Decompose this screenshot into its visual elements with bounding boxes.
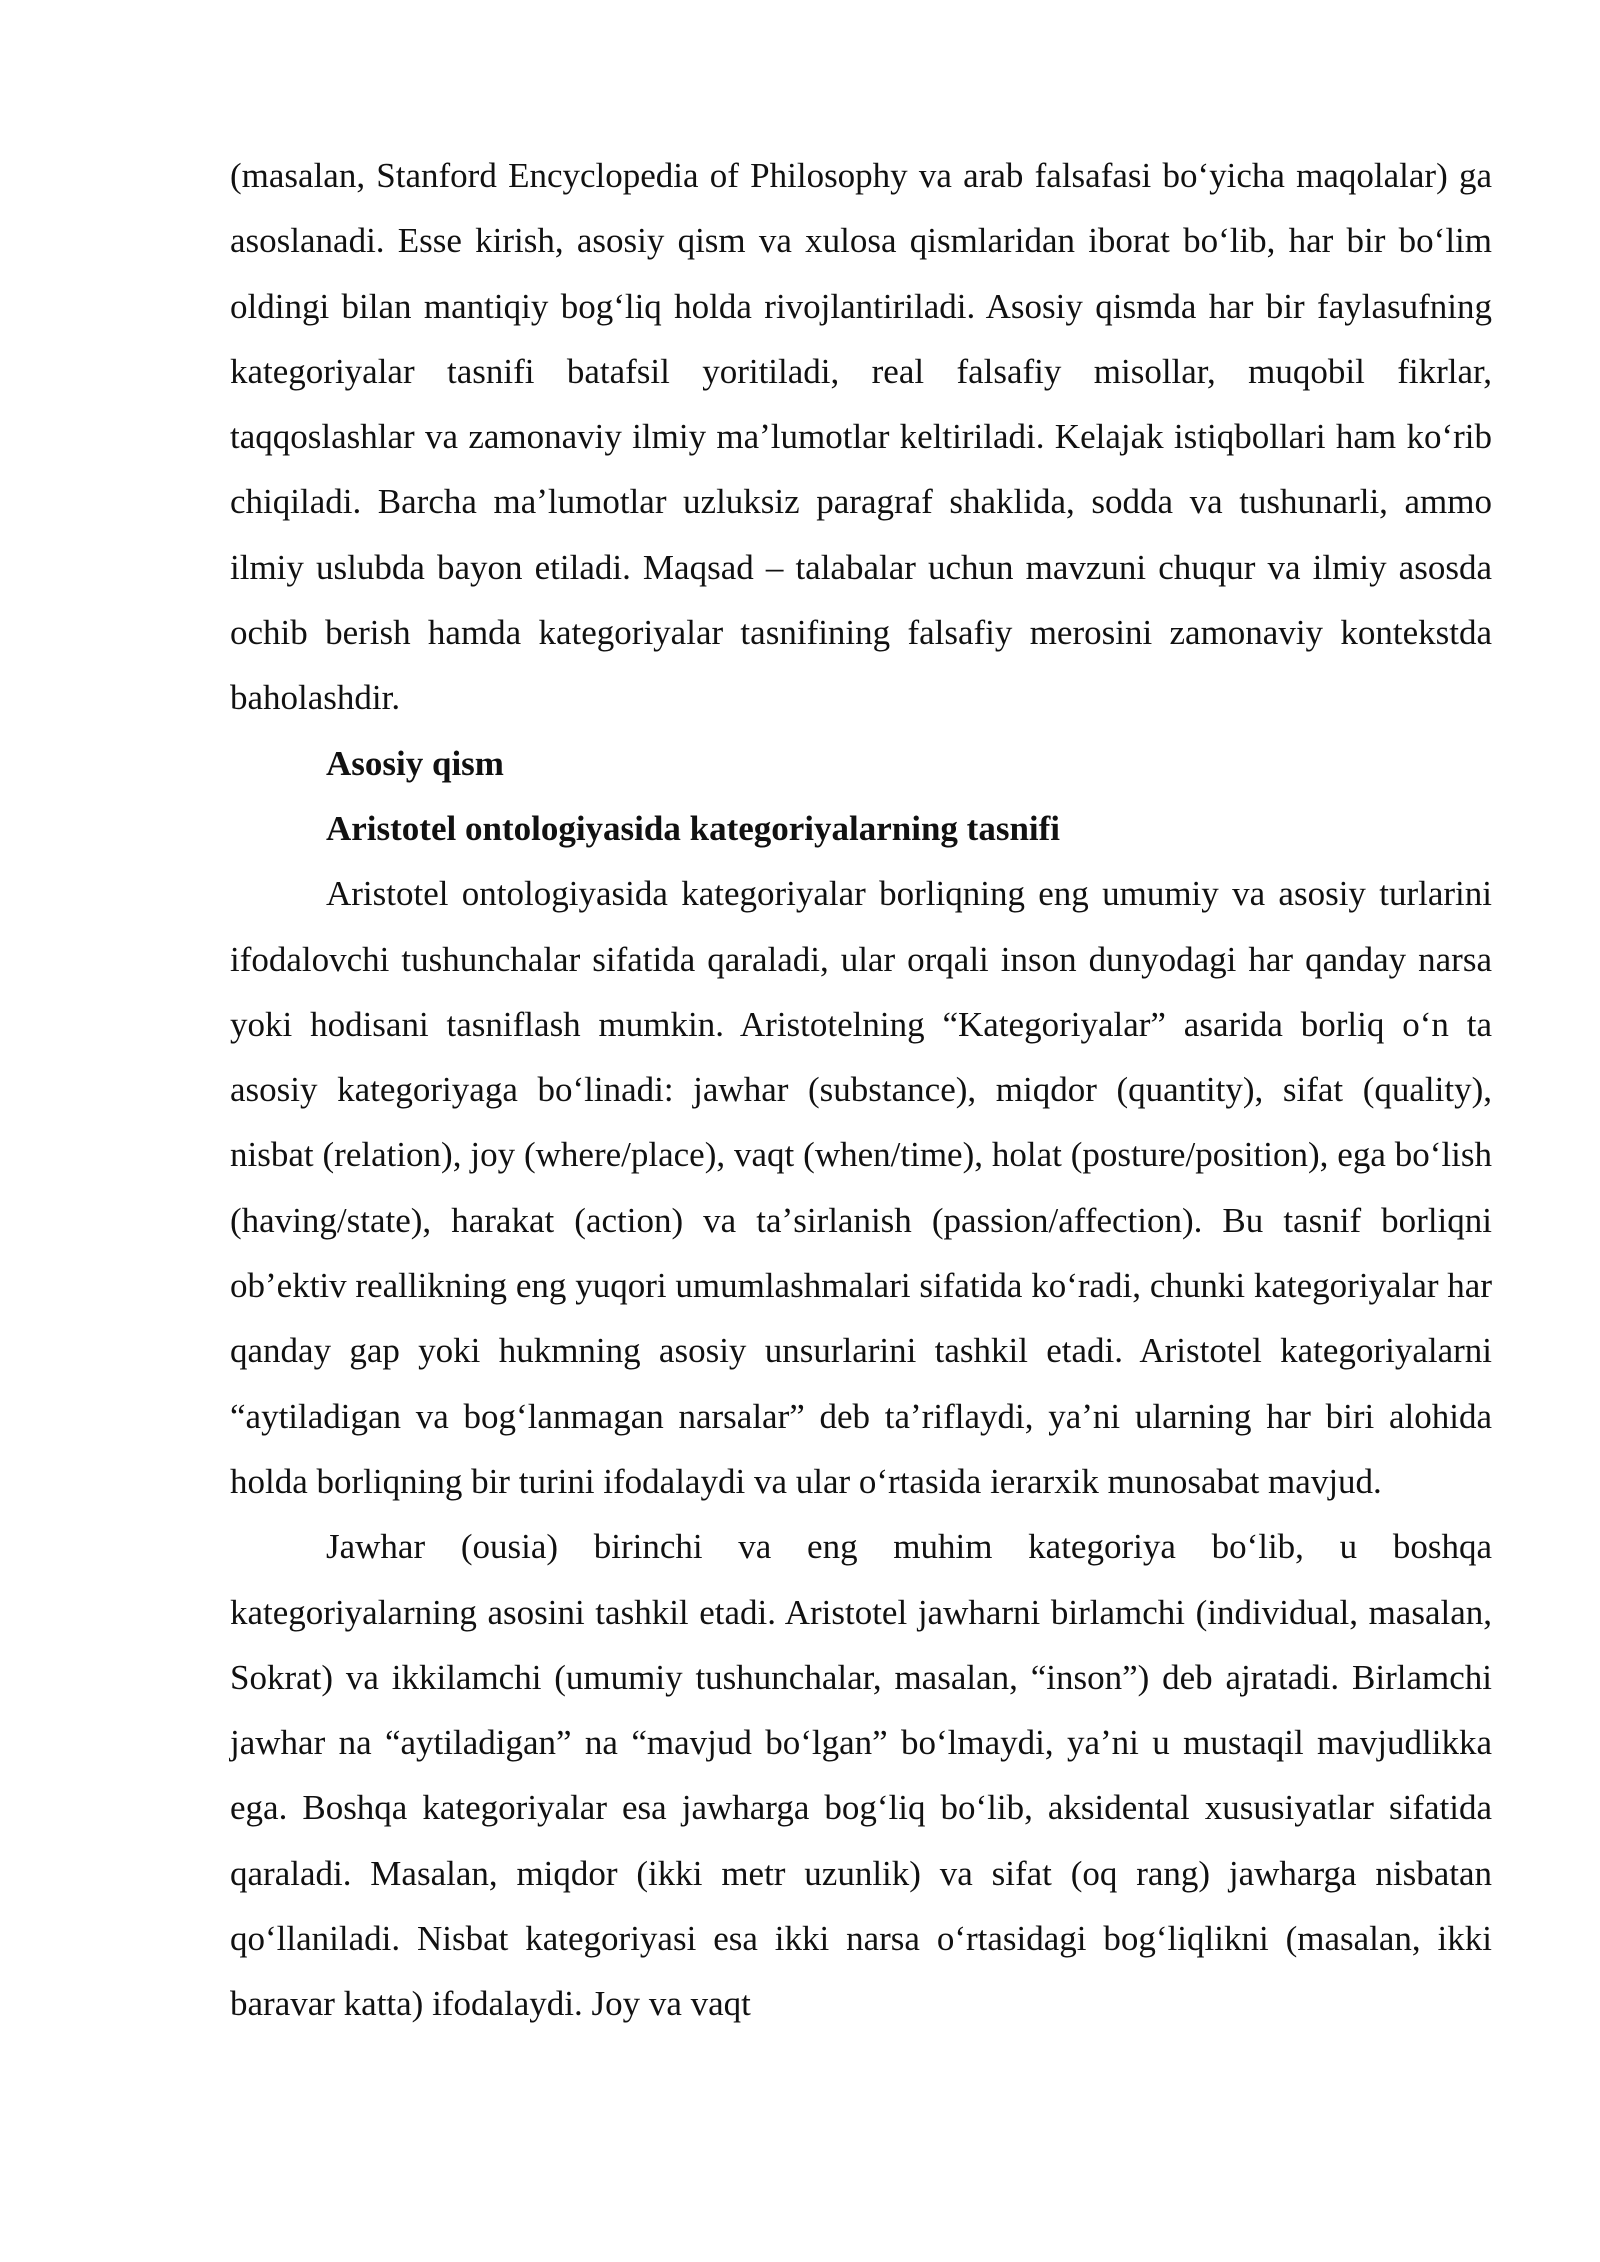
- document-body: [230, 143, 1492, 2037]
- heading-main-part: Asosiy qism: [326, 743, 504, 783]
- paragraph-intro-continuation: (masalan, Stanford Encyclopedia of Philosophy va arab falsafasi boʻyicha maqolalar) ga asoslanadi. Esse kirish, asosiy qism va xulosa qismlaridan iborat boʻlib, har bir boʻlim oldingi bilan mantiqiy bogʻliq holda rivojlantiriladi. Asosiy qismda har bir faylasufning kategoriyalar tasnifi batafsil yoritiladi, real falsafiy misollar, muqobil fikrlar, taqqoslashlar va zamonaviy ilmiy maʼlumotlar keltiriladi. Kelajak istiqbollari ham koʻrib chiqiladi. Barcha maʼlumotlar uzluksiz paragraf shaklida, sodda va tushunarli, ammo ilmiy uslubda bayon etiladi. Maqsad – talabalar uchun mavzuni chuqur va ilmiy asosda ochib berish hamda kategoriyalar tasnifining falsafiy merosini zamonaviy kontekstda baholashdir.: [230, 156, 1492, 718]
- heading-aristotle-section: Aristotel ontologiyasida kategoriyalarning tasnifi: [326, 808, 1061, 848]
- paragraph-aristotle-intro: Aristotel ontologiyasida kategoriyalar borliqning eng umumiy va asosiy turlarini ifodalovchi tushunchalar sifatida qaraladi, ular orqali inson dunyodagi har qanday narsa yoki hodisani tasniflash mumkin. Aristotelning “Kategoriyalar” asarida borliq oʻn ta asosiy kategoriyaga boʻlinadi: jawhar (substance), miqdor (quantity), sifat (quality), nisbat (relation), joy (where/place), vaqt (when/time), holat (posture/position), ega boʻlish (having/state), harakat (action) va taʼsirlanish (passion/affection). Bu tasnif borliqni obʼektiv reallikning eng yuqori umumlashmalari sifatida koʻradi, chunki kategoriyalar har qanday gap yoki hukmning asosiy unsurlarini tashkil etadi. Aristotel kategoriyalarni “aytiladigan va bogʻlanmagan narsalar” deb taʼriflaydi, yaʼni ularning har biri alohida holda borliqning bir turini ifodalaydi va ular oʻrtasida ierarxik munosabat mavjud.: [230, 874, 1492, 1501]
- paragraph-jawhar: Jawhar (ousia) birinchi va eng muhim kategoriya boʻlib, u boshqa kategoriyalarning asosini tashkil etadi. Aristotel jawharni birlamchi (individual, masalan, Sokrat) va ikkilamchi (umumiy tushunchalar, masalan, “inson”) deb ajratadi. Birlamchi jawhar na “aytiladigan” na “mavjud boʻlgan” boʻlmaydi, yaʼni u mustaqil mavjudlikka ega. Boshqa kategoriyalar esa jawharga bogʻliq boʻlib, aksidental xususiyatlar sifatida qaraladi. Masalan, miqdor (ikki metr uzunlik) va sifat (oq rang) jawharga nisbatan qoʻllaniladi. Nisbat kategoriyasi esa ikki narsa oʻrtasidagi bogʻliqlikni (masalan, ikki baravar katta) ifodalaydi. Joy va vaqt: [230, 1527, 1492, 2024]
